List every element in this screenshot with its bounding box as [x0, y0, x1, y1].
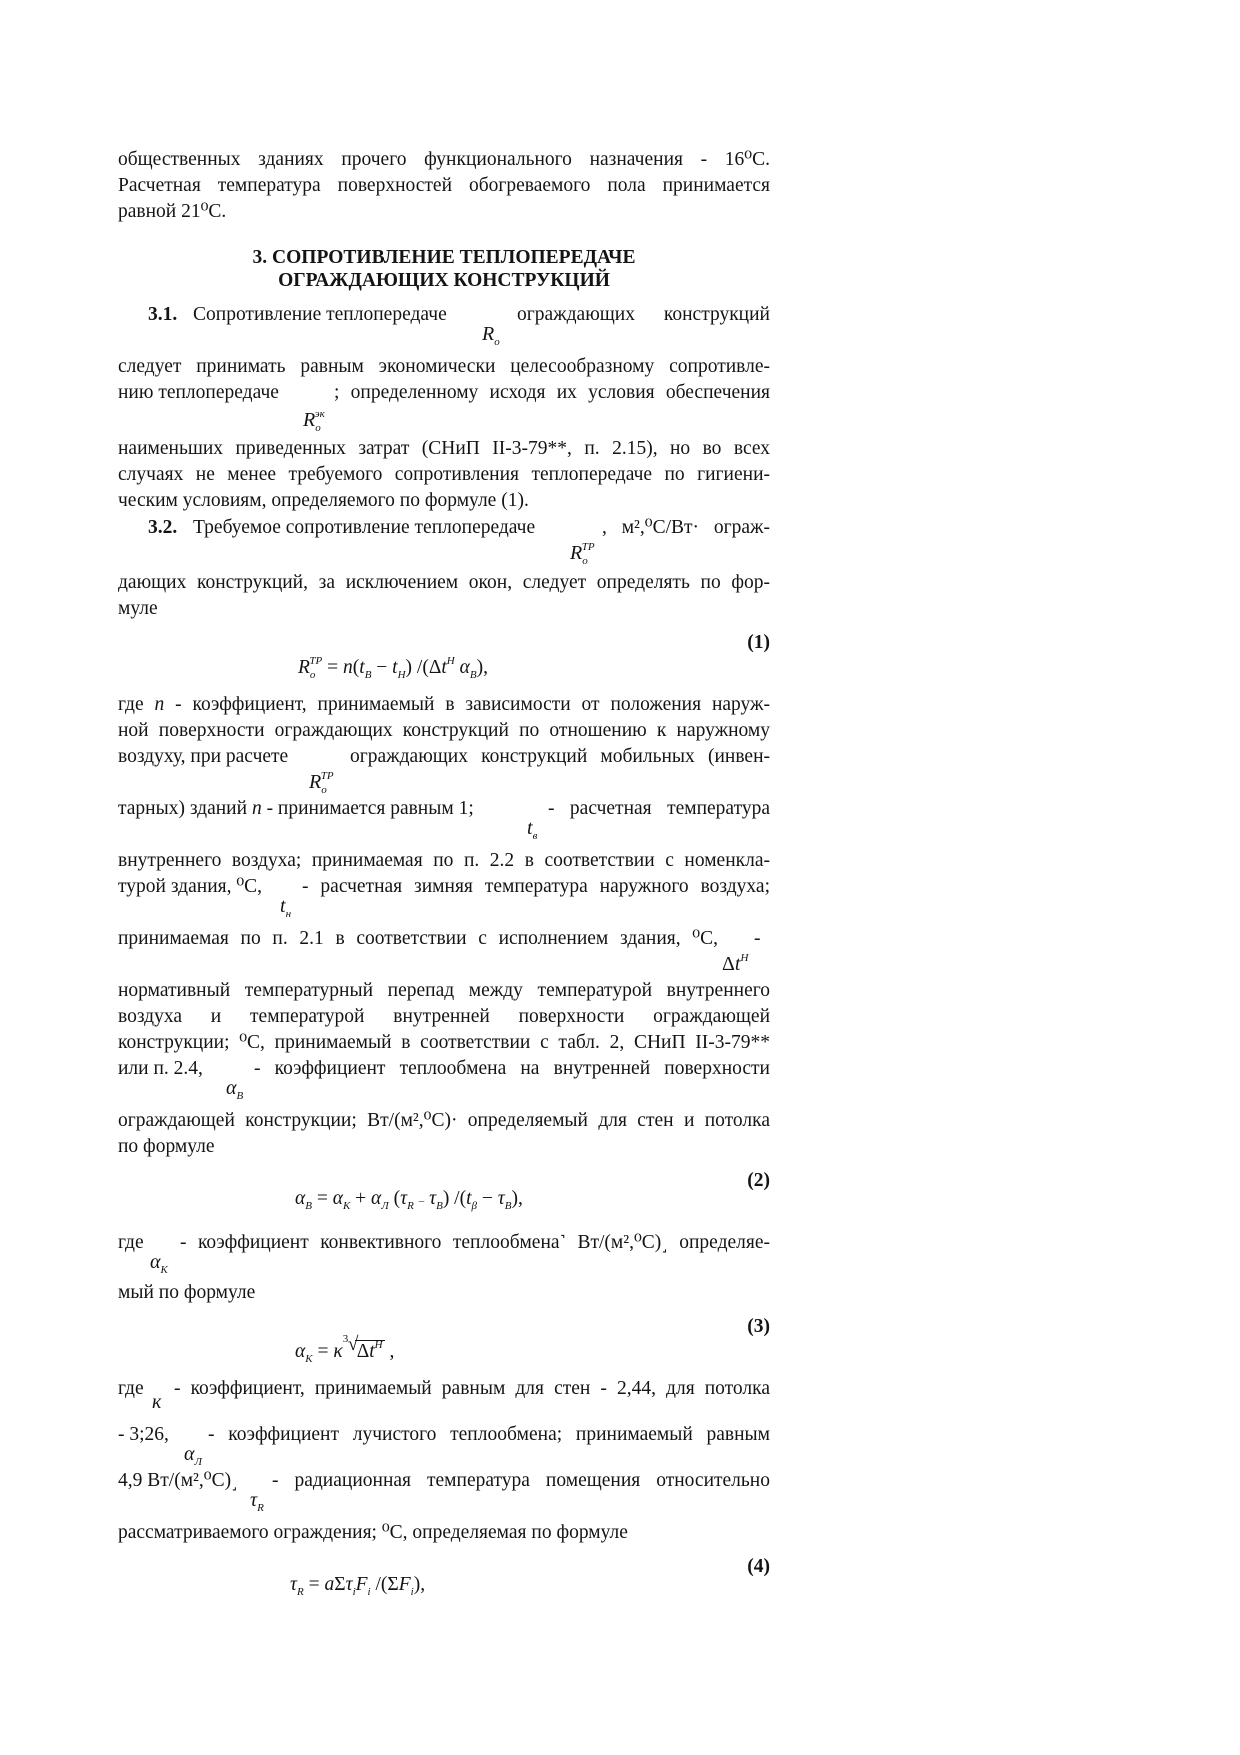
- text-line: где n - коэффициент, принимаемый в зависимости от положения наруж-: [118, 694, 770, 715]
- text-line: или п. 2.4,: [118, 1058, 203, 1079]
- text-line: наименьших приведенных затрат (СНиП II-3-79**, п. 2.15), но во всех: [118, 438, 770, 459]
- clause-number: 3.1.: [148, 304, 178, 325]
- text-line: по формуле: [118, 1136, 215, 1157]
- formula-2: $\alpha_В = \alpha_К + \alpha_Л$ $(\tau_R - \tau_В) /(t_\beta - \tau_В)$,: [295, 1188, 523, 1212]
- text-line: случаях не менее требуемого сопротивления теплопередаче по гигиени-: [118, 464, 770, 485]
- text-line: -: [754, 928, 761, 949]
- formula-number: (2): [747, 1170, 770, 1191]
- text-line: общественных зданиях прочего функционального назначения - 16⁰С.: [118, 149, 770, 170]
- text-line: мый по формуле: [118, 1282, 256, 1303]
- text-line: - коэффициент, принимаемый равным для стен - 2,44, для потолка: [174, 1378, 770, 1399]
- symbol-Ro-ek: $R_o^{эк}$: [303, 408, 325, 434]
- text-line: рассматриваемого ограждения; ⁰С, определяемая по формуле: [118, 1522, 628, 1543]
- text-line: воздуху, при расчете: [118, 746, 289, 767]
- text-line: Требуемое сопротивление теплопередаче: [193, 517, 536, 538]
- text-line: следует принимать равным экономически целесообразному сопротивле-: [118, 356, 770, 377]
- text-line: - расчетная зимняя температура наружного воздуха;: [302, 876, 770, 897]
- section-heading: 3. СОПРОТИВЛЕНИЕ ТЕПЛОПЕРЕДАЧЕ: [252, 247, 636, 268]
- symbol-k: к: [152, 1391, 162, 1413]
- text-line: конструкции; ⁰С, принимаемый в соответствии с табл. 2, СНиП II-3-79**: [118, 1032, 770, 1053]
- symbol-Ro: $R_o$: [482, 323, 500, 348]
- symbol-tau-r: $\tau_R$: [250, 1489, 264, 1514]
- symbol-alpha-k: $\alpha_К$: [150, 1251, 168, 1276]
- formula-3: $\alpha_К = \kappa$ 3 √ $\Delta t^Н$ ,: [295, 1333, 395, 1365]
- formula-number: (3): [747, 1316, 770, 1337]
- text-line: - 3;26,: [118, 1424, 169, 1445]
- symbol-tn: $t_н$: [280, 895, 292, 920]
- text-line: турой здания, ⁰С,: [118, 876, 263, 897]
- formula-number: (4): [747, 1556, 770, 1577]
- text-line: принимаемая по п. 2.1 в соответствии с исполнением здания, ⁰С,: [118, 928, 718, 949]
- text-line: ной поверхности ограждающих конструкций по отношению к наружному: [118, 720, 770, 741]
- symbol-tv: $t_в$: [527, 817, 538, 842]
- text-line: где: [118, 1232, 144, 1253]
- text-line: ограждающих конструкций мобильных (инвен-: [350, 746, 770, 767]
- text-line: ограждающей конструкции; Вт/(м²,⁰С)· определяемый для стен и потолка: [118, 1110, 770, 1131]
- text-line: где: [118, 1378, 144, 1399]
- text-line: , м²,⁰С/Вт· ограж-: [602, 517, 770, 538]
- text-line: ческим условиям, определяемого по формуле (1).: [118, 490, 529, 511]
- text-line: воздуха и температурой внутренней поверхности ограждающей: [118, 1006, 770, 1027]
- symbol-Ro-tr: $R_o^{ТР}$: [309, 770, 334, 796]
- text-line: ; определенному исходя их условия обеспечения: [334, 382, 770, 403]
- symbol-Ro-tr: $R_o^{ТР}$: [570, 541, 595, 567]
- text-line: муле: [118, 598, 158, 619]
- text-line: дающих конструкций, за исключением окон, следует определять по фор-: [118, 572, 770, 593]
- section-heading: ОГРАЖДАЮЩИХ КОНСТРУКЦИЙ: [278, 270, 610, 291]
- text-line: 4,9 Вт/(м²,⁰С)˼: [118, 1470, 238, 1491]
- text-line: - расчетная температура: [548, 798, 770, 819]
- symbol-delta-tn: $\Delta t^Н$: [722, 952, 749, 975]
- symbol-alpha-v: $\alpha_В$: [226, 1077, 244, 1102]
- text-line: ограждающих конструкций: [517, 304, 770, 325]
- text-line: Сопротивление теплопередаче: [193, 304, 447, 325]
- text-line: тарных) зданий n - принимается равным 1;: [118, 798, 474, 819]
- text-line: - коэффициент лучистого теплообмена; принимаемый равным: [208, 1424, 770, 1445]
- text-line: - коэффициент теплообмена на внутренней поверхности: [254, 1058, 770, 1079]
- text-line: - радиационная температура помещения относительно: [272, 1470, 770, 1491]
- formula-number: (1): [747, 632, 770, 653]
- text-line: внутреннего воздуха; принимаемая по п. 2.2 в соответствии с номенкла-: [118, 850, 770, 871]
- clause-number: 3.2.: [148, 517, 178, 538]
- formula-1: $R_o^{ТР} = n(t_В - t_Н)$ $/(\Delta t^Н$ $\alpha_В$),: [298, 655, 488, 681]
- text-line: нию теплопередаче: [118, 382, 279, 403]
- text-line: нормативный температурный перепад между температурой внутреннего: [118, 980, 770, 1001]
- text-line: - коэффициент конвективного теплообмена˺ Вт/(м²,⁰С)˼ определяе-: [180, 1232, 770, 1253]
- text-line: равной 21⁰С.: [118, 201, 227, 222]
- text-line: Расчетная температура поверхностей обогреваемого пола принимается: [118, 175, 770, 196]
- formula-4: $\tau_R = a\Sigma\tau_iF_i$ $/(\Sigma F_i)$,: [290, 1574, 426, 1598]
- symbol-alpha-l: $\alpha_Л$: [184, 1443, 202, 1468]
